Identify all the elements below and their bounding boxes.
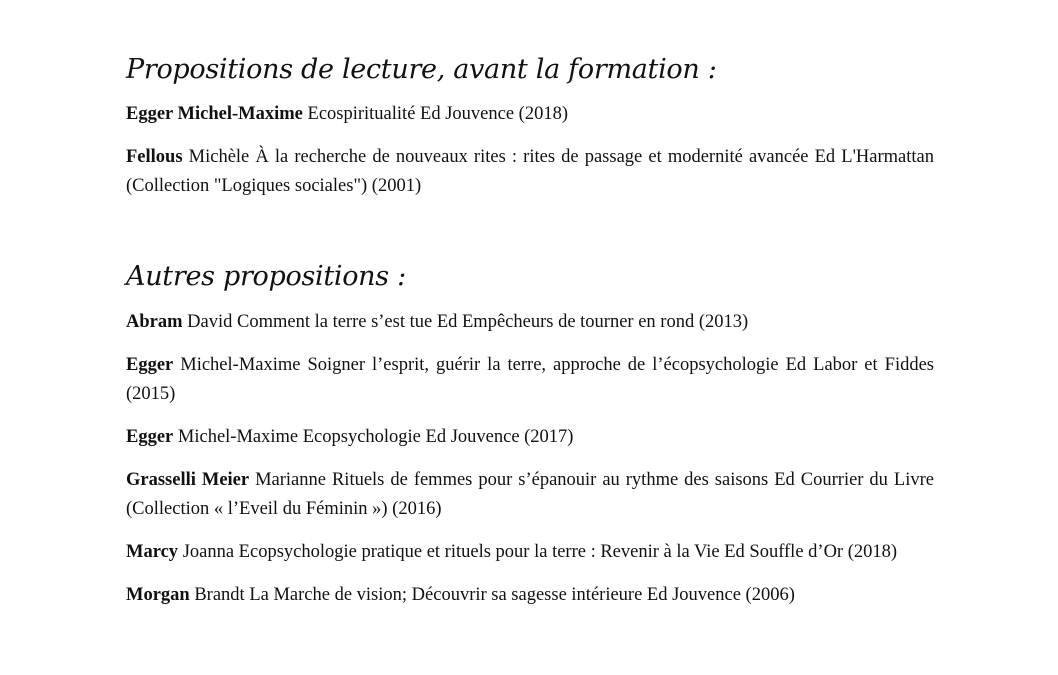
section-heading-other-propositions: Autres propositions : [126,261,406,293]
bibliography-entry [126,308,934,337]
entry-details: Joanna Ecopsychologie pratique et rituels pour la terre : Revenir à la Vie Ed Souffle d’Or (2018) [178,541,898,562]
entry-details: Michel-Maxime Soigner l’esprit, guérir la terre, approche de l’écopsychologie Ed Labor et Fiddes (2015) [126,354,934,404]
bibliography-entry [126,100,934,129]
section-heading-before-training: Propositions de lecture, avant la formation : [126,54,717,85]
bibliography-entry [126,538,934,567]
document-page [126,0,934,624]
entry-details: Brandt La Marche de vision; Découvrir sa sagesse intérieure Ed Jouvence (2006) [189,584,795,605]
bibliography-entry [126,581,934,610]
entry-author: Grasselli Meier [126,469,250,490]
entry-details: Ecospiritualité Ed Jouvence (2018) [302,104,568,125]
entry-details: Marianne Rituels de femmes pour s’épanouir au rythme des saisons Ed Courrier du Livre (Collection « l’Eveil du Féminin ») (2016) [126,469,934,519]
bibliography-entry [126,423,934,452]
entry-author: Fellous [126,147,183,168]
entry-author: Marcy [126,541,179,562]
entry-details: Michèle À la recherche de nouveaux rites : rites de passage et modernité avancée Ed L'Harmattan (Collection "Logiques sociales") (2001) [126,147,934,197]
entry-details: Michel-Maxime Ecopsychologie Ed Jouvence (2017) [173,426,574,447]
entry-author: Egger Michel-Maxime [126,104,303,125]
entry-author: Morgan [126,584,190,605]
entry-author: Abram [126,311,183,332]
bibliography-entry [126,351,934,409]
bibliography-entry [126,143,934,201]
bibliography-entry [126,466,934,524]
reading-list-other [126,308,934,610]
entry-author: Egger [126,426,174,447]
entry-details: David Comment la terre s’est tue Ed Empêcheurs de tourner en rond (2013) [182,311,749,332]
entry-author: Egger [126,354,174,375]
reading-list-before-training [126,100,934,201]
